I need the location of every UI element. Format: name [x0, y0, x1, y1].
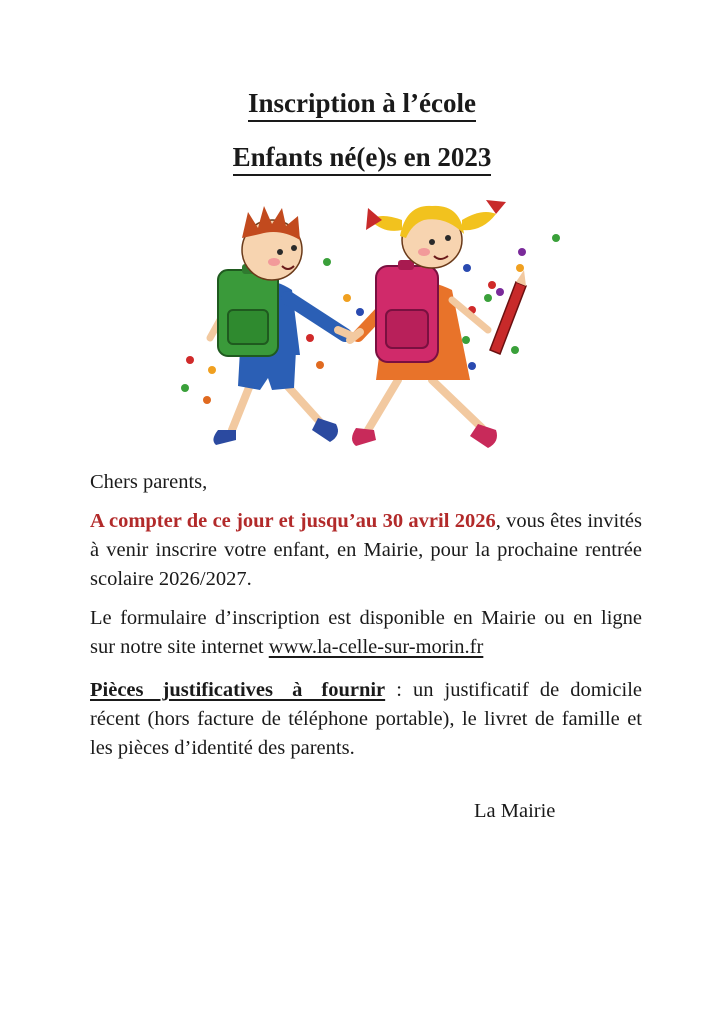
- required-documents-label: Pièces justificatives à fournir: [90, 679, 386, 701]
- paragraph-form-availability: [90, 604, 642, 662]
- paragraph-required-documents: [90, 676, 642, 763]
- paragraph-registration-period: [90, 507, 642, 594]
- page-title-text: Inscription à l’école: [248, 88, 476, 122]
- page-subtitle: [0, 144, 724, 171]
- registration-deadline-highlight: A compter de ce jour et jusqu’au 30 avril 2026: [90, 510, 496, 532]
- boy-figure: [210, 206, 352, 445]
- required-documents-list: : un justificatif de domicile récent (hors facture de téléphone portable), le livret de famille et les pièces d’identité des parents.: [90, 679, 642, 759]
- registration-details: , vous êtes invités à venir inscrire votre enfant, en Mairie, pour la prochaine rentrée scolaire 2026/2027.: [90, 510, 643, 590]
- signature: La Mairie: [474, 800, 556, 822]
- greeting: Chers parents,: [90, 471, 208, 493]
- form-availability-text: Le formulaire d’inscription est disponible en Mairie ou en ligne sur notre site internet: [90, 607, 642, 658]
- children-walking-to-school-icon: [170, 190, 570, 460]
- girl-figure: [350, 200, 526, 448]
- pencil-icon: [490, 270, 526, 354]
- website-link[interactable]: www.la-celle-sur-morin.fr: [268, 636, 484, 658]
- page-title: [0, 90, 724, 117]
- page-subtitle-text: Enfants né(e)s en 2023: [233, 142, 492, 176]
